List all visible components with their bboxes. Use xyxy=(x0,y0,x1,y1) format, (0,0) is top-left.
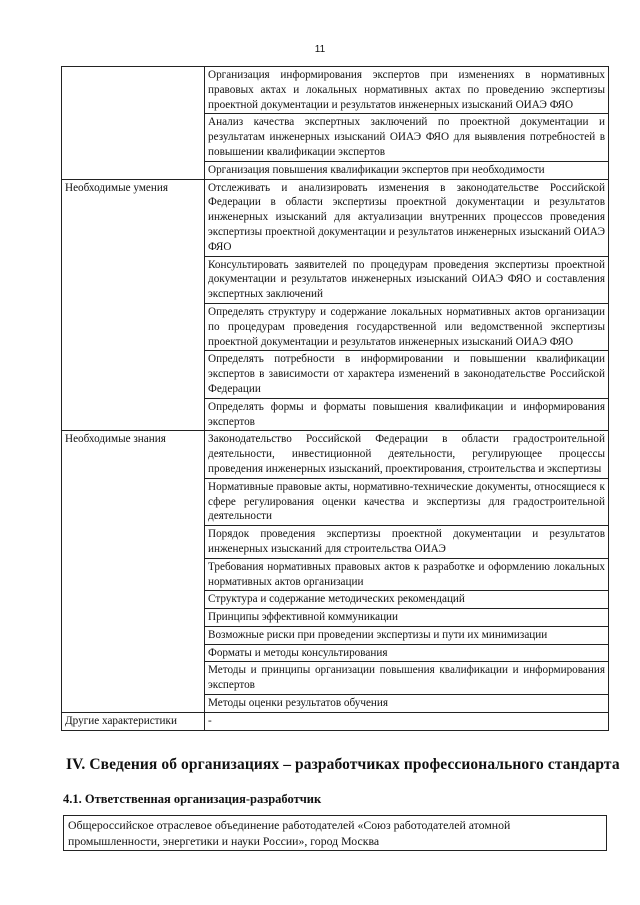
row-label: Необходимые знания xyxy=(62,431,205,713)
row-item: Организация повышения квалификации экспертов при необходимости xyxy=(205,161,609,179)
row-item: Порядок проведения экспертизы проектной документации и результатов инженерных изысканий для строительства ОИАЭ xyxy=(205,526,609,559)
row-item: Консультировать заявителей по процедурам проведения экспертизы проектной документации и результатов инженерных изысканий ОИАЭ ФЯО и составления экспертных заключений xyxy=(205,256,609,303)
row-label: Другие характеристики xyxy=(62,712,205,730)
row-label xyxy=(62,67,205,180)
row-item: Законодательство Российской Федерации в области градостроительной деятельности, инвестиционной деятельности, регулирующее процессы проведения инженерных изысканий, проектирования, строительства и экспертизы xyxy=(205,431,609,478)
row-item: Принципы эффективной коммуникации xyxy=(205,609,609,627)
subsection-title: 4.1. Ответственная организация-разработчик xyxy=(63,792,322,806)
row-item: Определять структуру и содержание локальных нормативных актов организации по процедурам проведения государственной или ведомственной экспертизы проектной документации и результатов инженерных изысканий ОИАЭ ФЯО xyxy=(205,303,609,350)
row-item: Требования нормативных правовых актов к разработке и оформлению локальных нормативных актов организации xyxy=(205,558,609,591)
section-title: IV. Сведения об организациях – разработчиках профессионального стандарта xyxy=(66,756,620,773)
table-row xyxy=(62,712,609,730)
row-item: Форматы и методы консультирования xyxy=(205,644,609,662)
table-row xyxy=(62,431,609,478)
row-item: Методы оценки результатов обучения xyxy=(205,695,609,713)
table-row xyxy=(62,67,609,114)
row-item: Методы и принципы организации повышения квалификации и информирования экспертов xyxy=(205,662,609,695)
row-item: - xyxy=(205,712,609,730)
row-item: Возможные риски при проведении экспертизы и пути их минимизации xyxy=(205,626,609,644)
row-item: Организация информирования экспертов при изменениях в нормативных правовых актах и локальных нормативных актах по проведению экспертизы проектной документации и результатов инженерных изысканий ОИАЭ ФЯО xyxy=(205,67,609,114)
row-item: Отслеживать и анализировать изменения в законодательстве Российской Федерации в области экспертизы проектной документации и результатов инженерных изысканий для актуализации внутренних процессов проведения экспертизы проектной документации и результатов инженерных изысканий ОИАЭ ФЯО xyxy=(205,179,609,256)
organization-box: Общероссийское отраслевое объединение работодателей «Союз работодателей атомной промышленности, энергетики и науки России», город Москва xyxy=(63,815,607,851)
row-item: Определять формы и форматы повышения квалификации и информирования экспертов xyxy=(205,398,609,431)
table-row xyxy=(62,179,609,256)
page-number: 11 xyxy=(314,44,326,55)
row-item: Анализ качества экспертных заключений по проектной документации и результатам инженерных изысканий ОИАЭ ФЯО для выявления потребностей в повышении квалификации экспертов xyxy=(205,114,609,161)
row-item: Нормативные правовые акты, нормативно-технические документы, относящиеся к сфере регулирования оценки качества и экспертизы для градостроительной деятельности xyxy=(205,478,609,525)
row-item: Определять потребности в информировании и повышении квалификации экспертов в зависимости от характера изменений в законодательстве Российской Федерации xyxy=(205,351,609,398)
row-label: Необходимые умения xyxy=(62,179,205,431)
row-item: Структура и содержание методических рекомендаций xyxy=(205,591,609,609)
competency-table xyxy=(61,66,609,731)
